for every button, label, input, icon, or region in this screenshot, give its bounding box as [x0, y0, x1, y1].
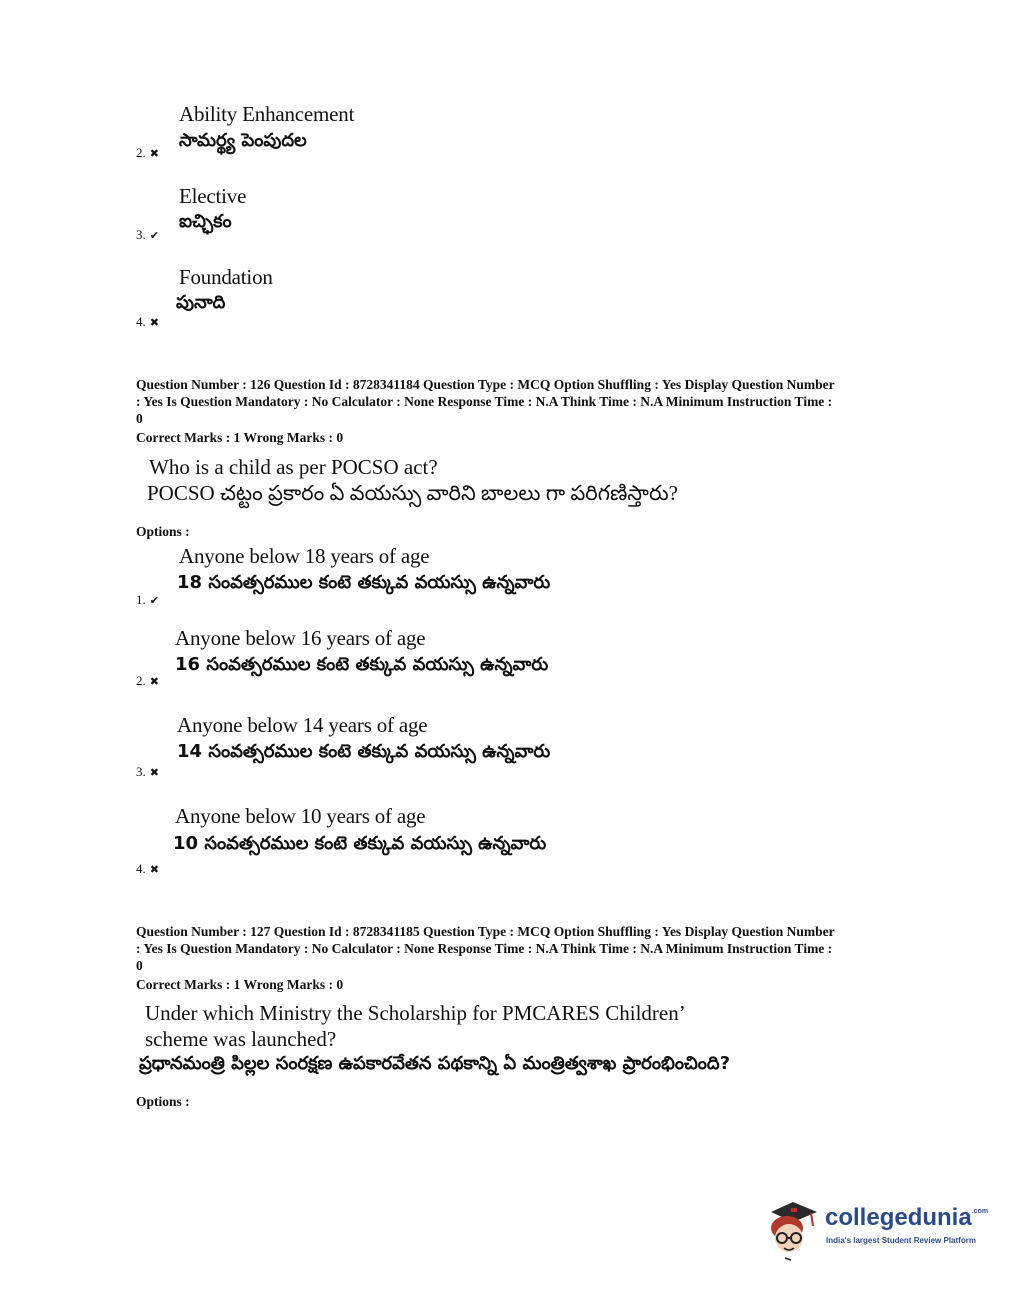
logo-suffix: .com [971, 1208, 989, 1215]
prev-option-3-telugu: ఐచ్ఛికం [179, 211, 232, 232]
q127-question-english-line-1: Under which Ministry the Scholarship for PMCARES Children’ [145, 1001, 686, 1025]
logo-tagline: India's largest Student Review Platform [826, 1236, 976, 1245]
option-number-label: 2. [136, 673, 146, 688]
q126-option-1-english: Anyone below 18 years of age [179, 544, 430, 568]
q126-meta-line-1: Question Number : 126 Question Id : 8728341184 Question Type : MCQ Option Shuffling : Yes Display Question Number [136, 377, 835, 392]
q126-option-2-english: Anyone below 16 years of age [175, 626, 426, 650]
prev-option-2-number [136, 145, 159, 161]
option-number-label: 3. [136, 764, 146, 779]
q126-question-telugu: POCSO చట్టం ప్రకారం ఏ వయస్సు వారిని బాలలు గా పరిగణిస్తారు? [147, 481, 678, 505]
cross-icon: ✖ [149, 864, 159, 876]
logo-wordmark [825, 1204, 988, 1232]
q127-meta-line-3: 0 [136, 958, 143, 973]
q126-option-3-number [136, 764, 159, 780]
q126-option-3-english: Anyone below 14 years of age [177, 713, 428, 737]
q126-option-2-telugu: 16 సంవత్సరముల కంటె తక్కువ వయస్సు ఉన్నవారు [175, 654, 549, 675]
q126-marks: Correct Marks : 1 Wrong Marks : 0 [136, 430, 344, 445]
q126-options-label: Options : [136, 524, 190, 539]
q126-option-1-telugu: 18 సంవత్సరముల కంటె తక్కువ వయస్సు ఉన్నవారు [177, 572, 551, 593]
q127-question-english-line-2: scheme was launched? [145, 1027, 337, 1051]
q126-option-4-number [136, 861, 159, 877]
prev-option-4-english: Foundation [179, 265, 273, 289]
prev-option-2-telugu: సామర్థ్య పెంపుదల [179, 130, 307, 151]
q126-question-english: Who is a child as per POCSO act? [149, 455, 438, 479]
mascot-icon [765, 1198, 821, 1266]
option-number-label: 2. [136, 145, 146, 160]
q127-meta-line-1: Question Number : 127 Question Id : 8728341185 Question Type : MCQ Option Shuffling : Yes Display Question Number [136, 924, 835, 939]
q127-marks: Correct Marks : 1 Wrong Marks : 0 [136, 977, 344, 992]
option-number-label: 3. [136, 227, 146, 242]
option-number-label: 4. [136, 314, 146, 329]
q127-meta-line-2: : Yes Is Question Mandatory : No Calculator : None Response Time : N.A Think Time : N.A Minimum Instruction Time : [136, 941, 833, 956]
q126-option-1-number [136, 592, 159, 608]
check-icon: ✔ [149, 595, 159, 607]
q126-option-3-telugu: 14 సంవత్సరముల కంటె తక్కువ వయస్సు ఉన్నవారు [177, 741, 551, 762]
cross-icon: ✖ [149, 767, 159, 779]
cross-icon: ✖ [149, 148, 159, 160]
q126-meta-line-3: 0 [136, 411, 143, 426]
option-number-label: 1. [136, 592, 146, 607]
prev-option-4-telugu: పునాది [176, 292, 226, 313]
q127-options-label: Options : [136, 1094, 190, 1109]
logo-name: collegedunia [825, 1204, 972, 1231]
q126-meta-line-2: : Yes Is Question Mandatory : No Calculator : None Response Time : N.A Think Time : N.A Minimum Instruction Time : [136, 394, 833, 409]
option-number-label: 4. [136, 861, 146, 876]
q126-option-4-telugu: 10 సంవత్సరముల కంటె తక్కువ వయస్సు ఉన్నవారు [173, 833, 547, 854]
q126-option-2-number [136, 673, 159, 689]
cross-icon: ✖ [149, 317, 159, 329]
check-icon: ✔ [149, 230, 159, 242]
collegedunia-logo [765, 1198, 995, 1268]
prev-option-3-english: Elective [179, 184, 247, 208]
q127-question-telugu: ప్రధానమంత్రి పిల్లల సంరక్షణ ఉపకారవేతన పథకాన్ని ఏ మంత్రిత్వశాఖ ప్రారంభించింది? [139, 1053, 731, 1074]
prev-option-2-english: Ability Enhancement [179, 102, 355, 126]
q126-option-4-english: Anyone below 10 years of age [175, 804, 426, 828]
prev-option-3-number [136, 227, 159, 243]
cross-icon: ✖ [149, 676, 159, 688]
prev-option-4-number [136, 314, 159, 330]
